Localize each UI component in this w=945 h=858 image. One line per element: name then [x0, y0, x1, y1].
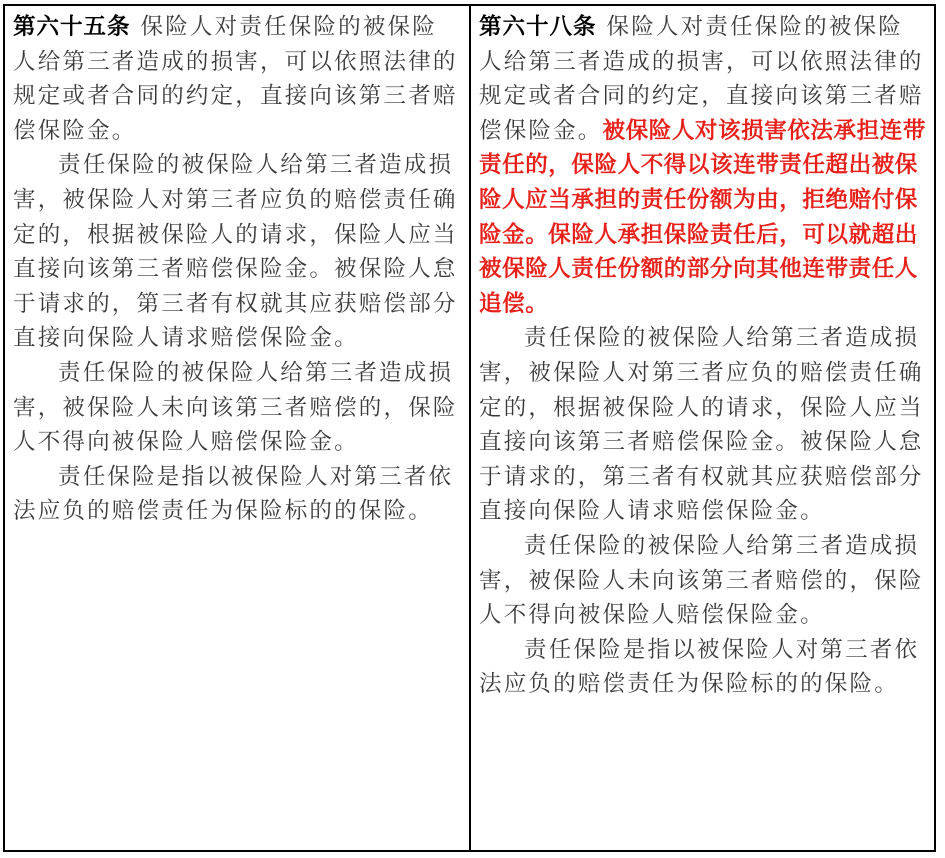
comparison-table [3, 4, 936, 852]
left-paragraph-1 [13, 10, 461, 148]
right-added-text-highlight: 被保险人对该损害依法承担连带责任的，保险人不得以该连带责任超出被保险人应当承担的责任份额为由，拒绝赔付保险金。保险人承担保险责任后，可以就超出被保险人责任份额的部分向其他连带责任人追偿。 [479, 117, 926, 317]
right-paragraph-3: 责任保险的被保险人给第三者造成损害，被保险人未向该第三者赔偿的，保险人不得向被保险人赔偿保险金。 [479, 532, 924, 629]
right-paragraph-2: 责任保险的被保险人给第三者造成损害，被保险人对第三者应负的赔偿责任确定的，根据被保险人的请求，保险人应当直接向该第三者赔偿保险金。被保险人怠于请求的，第三者有权就其应获赔偿部分直接向保险人请求赔偿保险金。 [479, 325, 924, 525]
left-article-title: 第六十五条 [13, 14, 131, 40]
right-paragraph-4: 责任保险是指以被保险人对第三者依法应负的赔偿责任为保险标的的保险。 [479, 636, 920, 698]
left-paragraph-3: 责任保险的被保险人给第三者造成损害，被保险人未向该第三者赔偿的，保险人不得向被保险人赔偿保险金。 [13, 359, 458, 456]
right-column-new-text [471, 6, 934, 850]
left-paragraph-1-text: 保险人对责任保险的被保险人给第三者造成的损害，可以依照法律的规定或者合同的约定，直接向该第三者赔偿保险金。 [13, 14, 458, 144]
right-paragraph-1-text: 保险人对责任保险的被保险人给第三者造成的损害，可以依照法律的规定或者合同的约定，直接向该第三者赔偿保险金。 [479, 14, 924, 144]
left-paragraph-2: 责任保险的被保险人给第三者造成损害，被保险人对第三者应负的赔偿责任确定的，根据被保险人的请求，保险人应当直接向该第三者赔偿保险金。被保险人怠于请求的，第三者有权就其应获赔偿部分直接向保险人请求赔偿保险金。 [13, 152, 458, 352]
left-column-old-text [5, 6, 471, 850]
left-paragraph-4: 责任保险是指以被保险人对第三者依法应负的赔偿责任为保险标的的保险。 [13, 463, 454, 525]
right-article-title: 第六十八条 [479, 14, 597, 40]
right-paragraph-1 [479, 10, 926, 321]
